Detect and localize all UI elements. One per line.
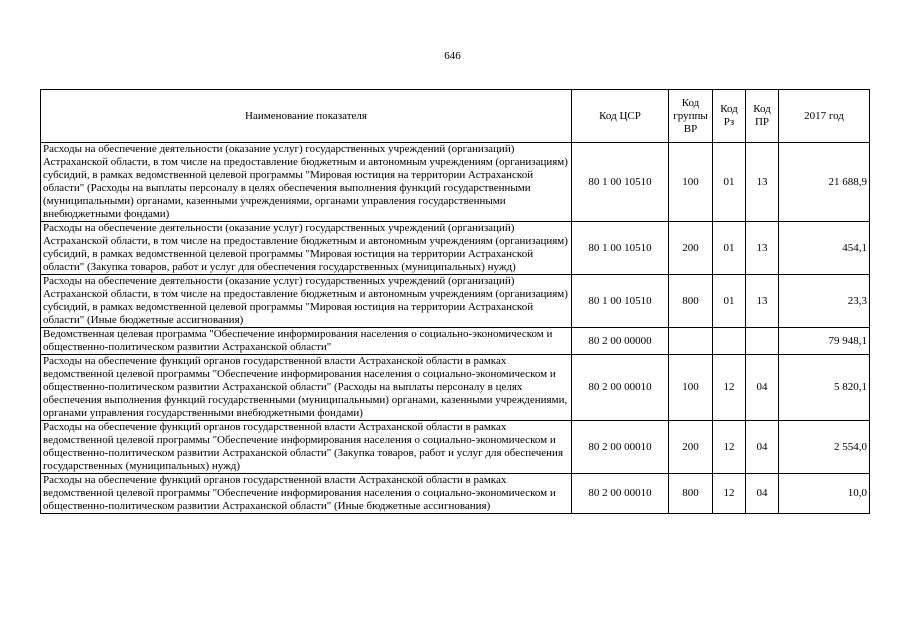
table-row	[41, 222, 870, 275]
header-vr: Код группы ВР	[669, 90, 713, 143]
row-rz: 01	[713, 143, 746, 222]
row-rz: 12	[713, 474, 746, 514]
row-csr: 80 2 00 00000	[572, 328, 669, 355]
row-name: Расходы на обеспечение деятельности (оказание услуг) государственных учреждений (организаций) Астраханской области, в том числе на предоставление бюджетным и автономным учреждениям (организациям) субсидий, в рамках ведомственной целевой программы "Мировая юстиция на территории Астраханской области" (Иные бюджетные ассигнования)	[41, 275, 572, 328]
row-amount: 79 948,1	[779, 328, 870, 355]
row-rz: 12	[713, 355, 746, 421]
row-rz: 12	[713, 421, 746, 474]
table-row	[41, 328, 870, 355]
row-csr: 80 1 00 10510	[572, 143, 669, 222]
row-pr: 04	[746, 421, 779, 474]
row-vr: 100	[669, 143, 713, 222]
header-pr: Код ПР	[746, 90, 779, 143]
row-vr: 800	[669, 275, 713, 328]
row-vr: 200	[669, 421, 713, 474]
table-row	[41, 421, 870, 474]
row-csr: 80 2 00 00010	[572, 421, 669, 474]
row-pr: 13	[746, 222, 779, 275]
row-name: Расходы на обеспечение функций органов государственной власти Астраханской области в рамках ведомственной целевой программы "Обеспечение информирования населения о социально-экономическом и общественно-политическом развитии Астраханской области" (Иные бюджетные ассигнования)	[41, 474, 572, 514]
row-csr: 80 1 00 10510	[572, 222, 669, 275]
row-name: Расходы на обеспечение деятельности (оказание услуг) государственных учреждений (организаций) Астраханской области, в том числе на предоставление бюджетным и автономным учреждениям (организациям) субсидий, в рамках ведомственной целевой программы "Мировая юстиция на территории Астраханской области" (Расходы на выплаты персоналу в целях обеспечения выполнения функций государственными (муниципальными) органами, казенными учреждениями, органами управления государственными внебюджетными фондами)	[41, 143, 572, 222]
row-amount: 10,0	[779, 474, 870, 514]
row-vr: 200	[669, 222, 713, 275]
row-rz	[713, 328, 746, 355]
row-amount: 454,1	[779, 222, 870, 275]
row-amount: 2 554,0	[779, 421, 870, 474]
table-row	[41, 143, 870, 222]
table-header-row	[41, 90, 870, 143]
row-csr: 80 2 00 00010	[572, 355, 669, 421]
header-year: 2017 год	[779, 90, 870, 143]
budget-table	[40, 89, 870, 514]
header-rz: Код Рз	[713, 90, 746, 143]
row-pr: 04	[746, 355, 779, 421]
row-name: Расходы на обеспечение деятельности (оказание услуг) государственных учреждений (организаций) Астраханской области, в том числе на предоставление бюджетным и автономным учреждениям (организациям) субсидий, в рамках ведомственной целевой программы "Мировая юстиция на территории Астраханской области" (Закупка товаров, работ и услуг для обеспечения государственных (муниципальных) нужд)	[41, 222, 572, 275]
header-name: Наименование показателя	[41, 90, 572, 143]
table-row	[41, 474, 870, 514]
row-pr	[746, 328, 779, 355]
row-pr: 13	[746, 275, 779, 328]
table-row	[41, 355, 870, 421]
row-csr: 80 1 00 10510	[572, 275, 669, 328]
row-vr: 100	[669, 355, 713, 421]
row-amount: 5 820,1	[779, 355, 870, 421]
row-pr: 13	[746, 143, 779, 222]
row-rz: 01	[713, 222, 746, 275]
row-rz: 01	[713, 275, 746, 328]
row-vr	[669, 328, 713, 355]
header-csr: Код ЦСР	[572, 90, 669, 143]
table-row	[41, 275, 870, 328]
row-amount: 21 688,9	[779, 143, 870, 222]
row-name: Расходы на обеспечение функций органов государственной власти Астраханской области в рамках ведомственной целевой программы "Обеспечение информирования населения о социально-экономическом и общественно-политическом развитии Астраханской области" (Расходы на выплаты персоналу в целях обеспечения выполнения функций государственными (муниципальными) органами, казенными учреждениями, органами управления государственными внебюджетными фондами)	[41, 355, 572, 421]
row-name: Расходы на обеспечение функций органов государственной власти Астраханской области в рамках ведомственной целевой программы "Обеспечение информирования населения о социально-экономическом и общественно-политическом развитии Астраханской области" (Закупка товаров, работ и услуг для обеспечения государственных (муниципальных) нужд)	[41, 421, 572, 474]
row-csr: 80 2 00 00010	[572, 474, 669, 514]
row-amount: 23,3	[779, 275, 870, 328]
page-number: 646	[444, 50, 461, 62]
row-pr: 04	[746, 474, 779, 514]
row-vr: 800	[669, 474, 713, 514]
row-name: Ведомственная целевая программа "Обеспечение информирования населения о социально-экономическом и общественно-политическом развитии Астраханской области"	[41, 328, 572, 355]
